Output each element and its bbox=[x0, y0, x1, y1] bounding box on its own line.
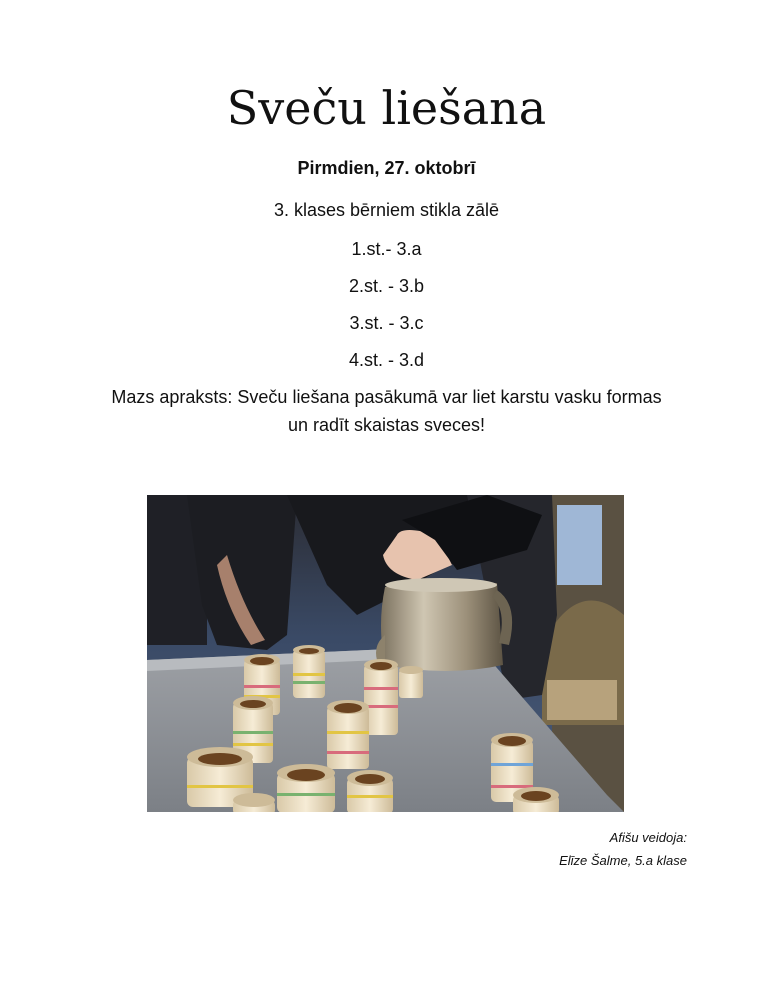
poster-credit bbox=[559, 826, 687, 872]
event-date: Pirmdien, 27. oktobrī bbox=[297, 158, 476, 178]
poster-title: Sveču liešana bbox=[226, 81, 547, 135]
credit-label: Afišu veidoja: bbox=[609, 830, 687, 845]
schedule-item: 4.st. - 3.d bbox=[348, 350, 425, 370]
schedule-item: 2.st. - 3.b bbox=[348, 276, 425, 296]
schedule-item: 3.st. - 3.c bbox=[349, 313, 424, 333]
event-audience: 3. klases bērniem stikla zālē bbox=[273, 200, 500, 220]
candle-pouring-photo bbox=[147, 495, 624, 812]
event-description: Mazs apraksts: Sveču liešana pasākumā var liet karstu vasku formas un radīt skaistas sveces! bbox=[111, 387, 662, 435]
credit-author: Elīze Šalme, 5.a klase bbox=[559, 853, 687, 868]
schedule-item: 1.st.- 3.a bbox=[351, 239, 422, 259]
schedule-list bbox=[0, 236, 773, 384]
